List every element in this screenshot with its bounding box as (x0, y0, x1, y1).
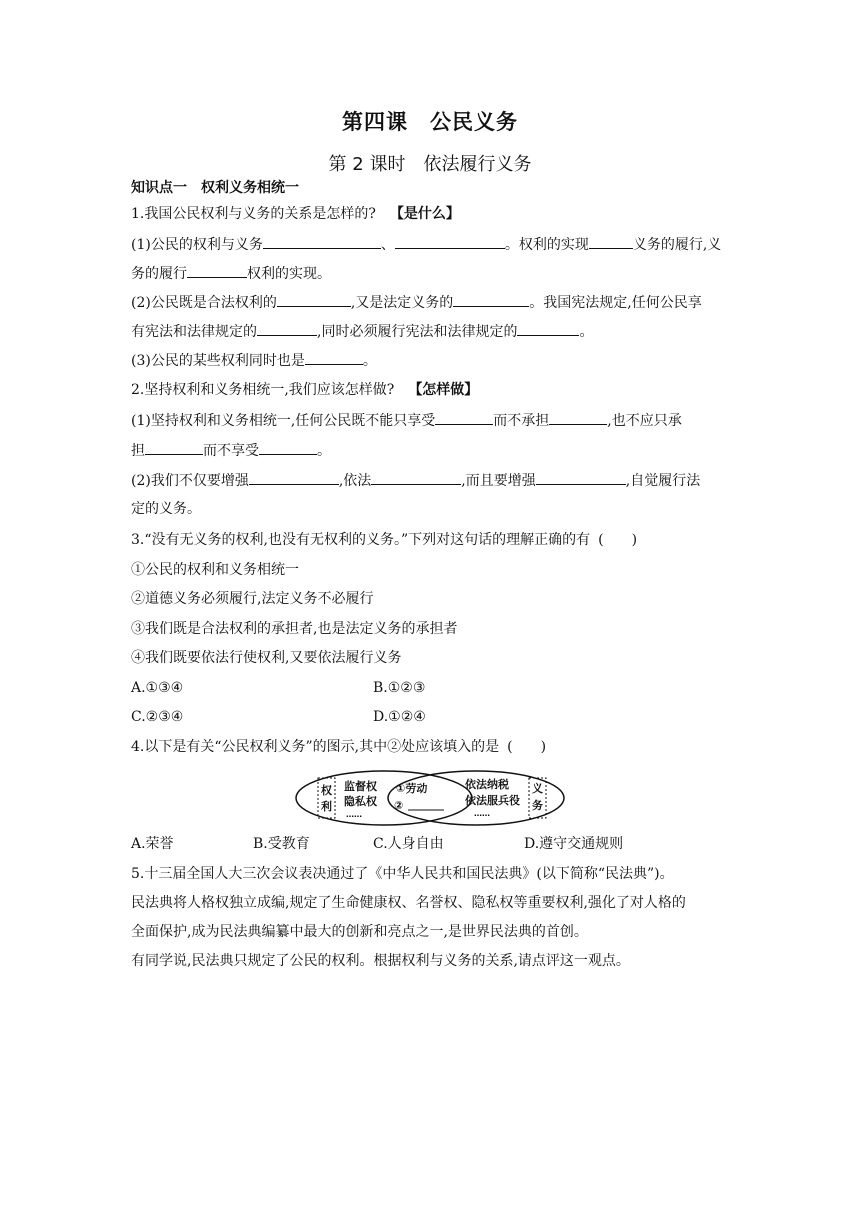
q1-line5 (131, 350, 377, 371)
answer-blank[interactable] (259, 440, 317, 455)
answer-blank[interactable] (589, 234, 633, 249)
right-item-1: 依法纳税 (465, 778, 509, 791)
q1-text: 有宪法和法律规定的 (131, 324, 257, 340)
q1-line2 (131, 263, 331, 284)
duties-box-char-1: 义 (532, 782, 543, 795)
answer-blank[interactable] (187, 263, 247, 278)
q2-tag: 【怎样做】 (408, 382, 479, 398)
q2-text: 而不享受 (203, 443, 259, 459)
q2-line2 (131, 440, 331, 461)
q3-option-c[interactable]: C.②③④ (131, 709, 184, 725)
q5-line3: 全面保护,成为民法典编纂中最大的创新和亮点之一,是世界民法典的首创。 (131, 924, 588, 940)
answer-blank[interactable] (549, 410, 607, 425)
q2-text: 。 (317, 443, 331, 459)
answer-blank[interactable] (517, 321, 579, 336)
answer-blank[interactable] (249, 470, 339, 485)
q3-item: ①公民的权利和义务相统一 (131, 562, 299, 578)
q4-option-a[interactable]: A.荣誉 (131, 836, 174, 852)
q4-option-d[interactable]: D.遵守交通规则 (524, 836, 624, 852)
center-item-2: ② (394, 799, 404, 812)
q2-line3 (131, 470, 700, 491)
q4-option-b[interactable]: B.受教育 (253, 836, 310, 852)
q2-line4: 定的义务。 (131, 501, 201, 517)
answer-blank[interactable] (257, 321, 317, 336)
rights-box-char-2: 利 (321, 800, 332, 813)
q1-text: 义务的履行,义 (632, 237, 722, 253)
q1-text: 、 (380, 237, 395, 253)
left-item-2: 隐私权 (344, 795, 377, 808)
answer-blank[interactable] (536, 470, 626, 485)
q3-stem-text: 3.“没有无义务的权利,也没有无权利的义务。”下列对这句话的理解正确的有 (131, 532, 591, 548)
q1-text: 。权利的实现 (504, 237, 589, 253)
q1-stem-text: 1.我国公民权利与义务的关系是怎样的? (131, 206, 376, 222)
q1-line4 (131, 321, 593, 342)
section-heading: 知识点一 权利义务相统一 (131, 180, 299, 196)
q1-text: 。 (362, 353, 377, 369)
q1-text: (1)公民的权利与义务 (131, 237, 263, 253)
q3-option-d[interactable]: D.①②④ (373, 709, 426, 725)
q2-text: (1)坚持权利和义务相统一,任何公民既不能只享受 (131, 413, 436, 429)
right-item-2: 依法服兵役 (465, 794, 520, 807)
q5-line1: 5.十三届全国人大三次会议表决通过了《中华人民共和国民法典》(以下简称“民法典”)。 (131, 866, 674, 882)
answer-blank[interactable] (371, 470, 461, 485)
q4-stem-text: 4.以下是有关“公民权利义务”的图示,其中②处应该填入的是 (131, 739, 500, 755)
left-item-ellipsis: …… (346, 810, 362, 819)
q4-option-c[interactable]: C.人身自由 (373, 836, 444, 852)
q1-text: ,又是法定义务的 (350, 295, 454, 311)
q2-text: 担 (131, 443, 145, 459)
q3-stem (131, 530, 637, 550)
rights-ellipse (296, 771, 472, 825)
q1-text: 务的履行 (131, 266, 187, 282)
q2-stem (131, 380, 478, 400)
q3-option-a[interactable]: A.①③④ (131, 680, 184, 696)
answer-paren[interactable]: ( ) (507, 739, 547, 755)
q1-line1 (131, 234, 721, 255)
right-item-ellipsis: …… (474, 809, 490, 818)
q3-option-b[interactable]: B.①②③ (373, 680, 426, 696)
answer-blank[interactable] (145, 440, 203, 455)
rights-duties-venn-diagram (294, 768, 566, 828)
q5-line4: 有同学说,民法典只规定了公民的权利。根据权利与义务的关系,请点评这一观点。 (131, 953, 630, 969)
q4-stem (131, 737, 546, 757)
q3-item: ③我们既是合法权利的承担者,也是法定义务的承担者 (131, 621, 458, 637)
q1-text: 。我国宪法规定,任何公民享 (529, 295, 702, 311)
q2-text: ,而且要增强 (461, 473, 536, 489)
center-item-1: ①劳动 (396, 782, 428, 795)
answer-blank[interactable] (263, 234, 381, 249)
duties-box-char-2: 务 (532, 799, 543, 812)
q3-item: ②道德义务必须履行,法定义务不必履行 (131, 591, 374, 607)
q1-text: ,同时必须履行宪法和法律规定的 (317, 324, 518, 340)
page-subtitle: 第 2 课时 依法履行义务 (328, 154, 532, 175)
q2-text: ,依法 (338, 473, 372, 489)
q2-text: ,自觉履行法 (625, 473, 701, 489)
answer-paren[interactable]: ( ) (598, 532, 638, 548)
answer-blank[interactable] (277, 292, 351, 307)
answer-blank[interactable] (435, 410, 493, 425)
q1-tag: 【是什么】 (389, 206, 460, 222)
q2-line1 (131, 410, 682, 431)
q2-stem-text: 2.坚持权利和义务相统一,我们应该怎样做? (131, 382, 395, 398)
q5-line2: 民法典将人格权独立成编,规定了生命健康权、名誉权、隐私权等重要权利,强化了对人格的 (131, 895, 686, 911)
q2-text: ,也不应只承 (607, 413, 682, 429)
q2-text: 而不承担 (493, 413, 550, 429)
q1-text: 权利的实现。 (247, 266, 331, 282)
q1-line3 (131, 292, 702, 313)
rights-box-char-1: 权 (321, 784, 332, 797)
answer-blank[interactable] (395, 234, 505, 249)
q1-stem (131, 204, 460, 224)
answer-blank[interactable] (305, 350, 363, 365)
q1-text: 。 (579, 324, 594, 340)
q1-text: (2)公民既是合法权利的 (131, 295, 277, 311)
q1-text: (3)公民的某些权利同时也是 (131, 353, 305, 369)
q3-item: ④我们既要依法行使权利,又要依法履行义务 (131, 650, 402, 666)
answer-blank[interactable] (453, 292, 529, 307)
q2-text: (2)我们不仅要增强 (131, 473, 249, 489)
left-item-1: 监督权 (344, 780, 377, 793)
page-title: 第四课 公民义务 (342, 110, 518, 134)
